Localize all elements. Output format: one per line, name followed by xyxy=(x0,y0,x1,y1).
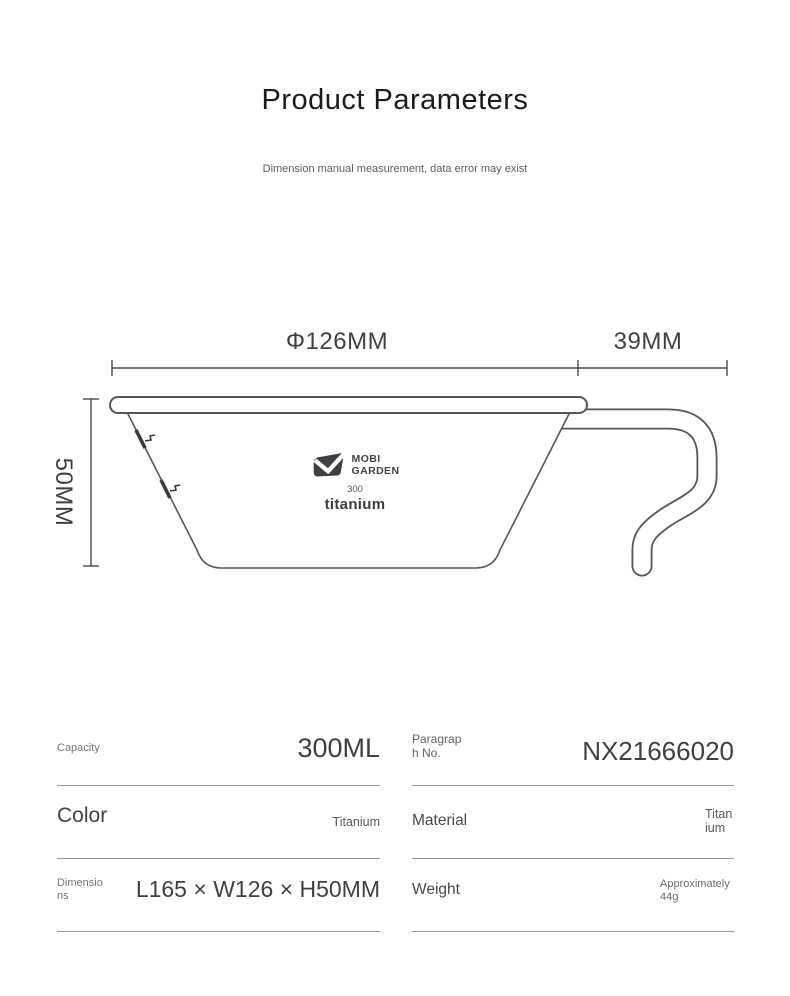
spec-label-dimensions: Dimensions xyxy=(57,877,103,902)
dimension-line-left xyxy=(83,399,99,566)
divider xyxy=(57,785,380,786)
dimension-label-handle-width: 39MM xyxy=(613,328,683,355)
spec-value-item-number: NX21666020 xyxy=(582,736,734,766)
brand-line-1: MOBI xyxy=(351,453,381,465)
divider xyxy=(57,858,380,859)
dimension-label-diameter: Φ126MM xyxy=(285,328,389,355)
brand-line-2: GARDEN xyxy=(351,464,400,477)
spec-value-material: Titanium xyxy=(705,807,733,835)
mobi-garden-logo-icon xyxy=(311,452,346,479)
spec-label-weight: Weight xyxy=(412,881,460,898)
spec-label-color: Color xyxy=(57,804,108,827)
cup-material-print: titanium xyxy=(324,496,386,513)
cup-model-number: 300 xyxy=(347,484,363,495)
divider xyxy=(412,931,734,932)
page-subtitle: Dimension manual measurement, data error may exist xyxy=(262,163,528,175)
spec-value-color: Titanium xyxy=(332,815,380,829)
spec-value-dimensions: L165 × W126 × H50MM xyxy=(135,876,380,902)
spec-label-item-number: Paragraph No. xyxy=(412,732,462,760)
spec-label-material: Material xyxy=(412,812,468,829)
brand-name xyxy=(352,452,400,477)
cup-rim xyxy=(110,397,587,413)
cup-handle xyxy=(558,419,707,566)
dimension-line-top xyxy=(112,360,727,376)
divider xyxy=(412,785,734,786)
spec-label-capacity: Capacity xyxy=(57,742,100,754)
dimension-label-height: 50MM xyxy=(50,457,77,527)
page-title: Product Parameters xyxy=(261,84,529,116)
spec-value-capacity: 300ML xyxy=(297,733,380,763)
divider xyxy=(57,931,380,932)
cup-brand-print xyxy=(302,452,408,513)
divider xyxy=(412,858,734,859)
spec-value-weight: Approximately 44g xyxy=(660,878,730,903)
